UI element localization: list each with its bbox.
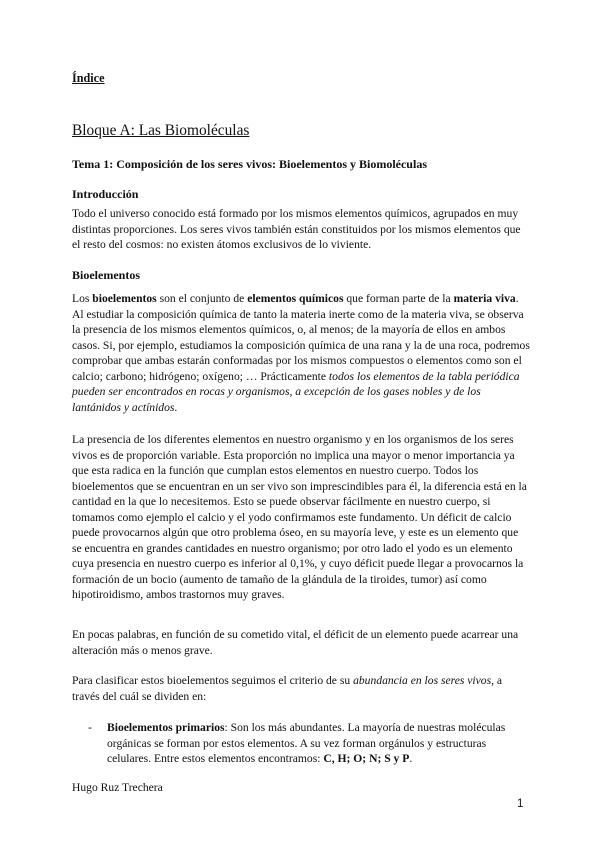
list-item [107,720,530,767]
page-number: 1 [517,798,524,810]
bold-term: Bioelementos primarios [107,721,225,734]
text-run: . [174,400,178,414]
index-title: Índice [72,71,105,85]
text-run: , a través del cuál se dividen en: [72,674,503,703]
block-title: Bloque A: Las Biomoléculas [72,122,250,139]
text-run: . Al estudiar la composición química de tanto la materia inerte como de la materia viva, se observa la presencia de los mismos elementos químicos, o, al menos; de la mayoría de ellos en ambos casos. Si, por ejemplo, estudiamos la composición química de una rana y la de una roca, podremos comprobar que ambas estarán conformadas por los mismos compuestos o elementos como son el calcio; carbono; hidrógeno; oxígeno; … Prácticamente [72,292,530,383]
list-dash: - [88,721,92,734]
text-run: Los [72,292,93,305]
text-run: son el conjunto de [156,292,248,305]
bold-term: C, H; O; N; S y P [323,752,410,765]
italic-run: abundancia en los seres vivos [353,674,492,687]
introduction-paragraph: Todo el universo conocido está formado por los mismos elementos químicos, agrupados en muy distintas proporciones. Los seres vivos también están constituidos por los mismos elementos que el resto del cosmos: no existen átomos exclusivos de lo viviente. [72,207,521,251]
text-run: : Son los más abundantes. La mayoría de nuestras moléculas orgánicas se forman por estos elementos. A su vez forman orgánulos y estructuras celulares. Entre estos elementos encontramos: [107,721,506,765]
italic-run: todos los elementos de la tabla periódica pueden ser encontrados en rocas y organismos, a excepción de los gases nobles y de los lantánidos y actínidos [72,369,520,414]
text-run: Para clasificar estos bioelementos seguimos el criterio de su [72,674,354,687]
text-run: . [409,752,413,765]
bioelements-paragraph-2: La presencia de los diferentes elementos en nuestro organismo y en los organismos de los seres vivos es de proporción variable. Esta proporción no implica una mayor o menor importancia ya que esta radica en la función que cumplan estos elementos en nuestro cuerpo. Todos los bioelementos que se encuentran en un ser vivo son imprescindibles para él, la diferencia está en la cantidad en la que lo necesitemos. Esto se puede observar fácilmente en nuestro cuerpo, si tomamos como ejemplo el calcio y el yodo confirmamos este fundamento. Un déficit de calcio puede provocarnos algún que otro problema óseo, en su mayoría leve, y este es un elemento que se encuentra en grandes cantidades en nuestro organismo; por otro lado el yodo es un elemento cuya presencia en nuestro cuerpo es inferior al 0,1%, y cuyo déficit puede llegar a provocarnos la formación de un bocio (aumento de tamaño de la glándula de la tiroides, tumor) así como hipotiroidismo, ambos trastornos muy graves. [72,433,527,601]
bold-term: bioelementos [92,292,157,305]
introduction-heading: Introducción [72,187,139,201]
bioelements-paragraph-1 [72,291,530,415]
text-run: que forman parte de la [343,292,454,305]
bold-term: materia viva [453,292,516,305]
bioelements-paragraph-3: En pocas palabras, en función de su cometido vital, el déficit de un elemento puede acarrear una alteración más o menos grave. [72,628,519,657]
bioelements-paragraph-4 [72,673,530,704]
bold-term: elementos químicos [247,292,344,305]
bioelements-heading: Bioelementos [72,268,140,282]
footer-author: Hugo Ruz Trechera [72,781,163,794]
topic-title: Tema 1: Composición de los seres vivos: Bioelementos y Biomoléculas [72,157,427,171]
